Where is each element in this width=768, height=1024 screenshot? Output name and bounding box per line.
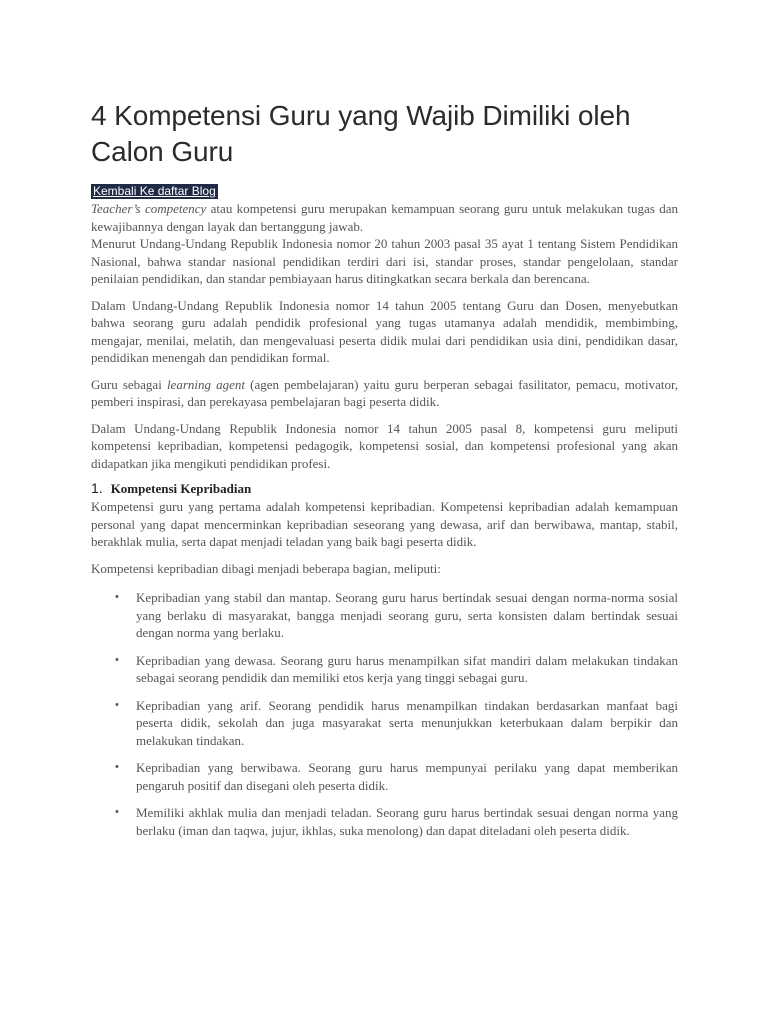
paragraph-3-term: learning agent <box>166 376 245 392</box>
list-item <box>91 759 678 794</box>
paragraph-3-end: (agen pembelajaran) yaitu guru berperan sebagai fasilitator, pemacu, motivator, pemberi inspirasi, dan perekayasa pembelajaran bagi peserta didik. <box>91 376 679 409</box>
list-item-text: Kepribadian yang stabil dan mantap. Seorang guru harus bertindak sesuai dengan norma-norma sosial yang berlaku di masyarakat, bangga menjadi seorang guru, serta konsisten dalam bertindak sesuai dengan norma yang berlaku. <box>136 590 678 640</box>
paragraph-3 <box>91 376 678 411</box>
bullet-list <box>91 589 678 839</box>
bullet-icon: • <box>115 653 119 666</box>
bullet-icon: • <box>115 698 119 711</box>
list-item <box>91 697 678 750</box>
paragraph-2: Dalam Undang-Undang Republik Indonesia nomor 14 tahun 2005 tentang Guru dan Dosen, menyebutkan bahwa seorang guru adalah pendidik profesional yang tugas utamanya adalah mendidik, membimbing, mengajar, menilai, melatih, dan mengevaluasi peserta didik mulai dari pendidikan usia dini, pendidikan dasar, pendidikan menengah dan pendidikan formal. <box>91 297 678 365</box>
intro-term: Teacher’s competency <box>91 201 207 216</box>
article <box>91 98 678 849</box>
list-item <box>91 804 678 839</box>
paragraph-3-start: Guru sebagai <box>91 376 167 392</box>
section-heading-text: Kompetensi Kepribadian <box>110 481 252 496</box>
bullet-icon: • <box>115 591 119 603</box>
list-item-text: Kepribadian yang dewasa. Seorang guru harus menampilkan sifat mandiri dalam melakukan tindakan sebagai seorang pendidik dan memiliki etos kerja yang tinggi sebagai guru. <box>136 652 678 685</box>
bullet-icon: • <box>115 761 119 773</box>
page-title: 4 Kompetensi Guru yang Wajib Dimiliki oleh Calon Guru <box>91 100 631 167</box>
section-paragraph-1: Kompetensi guru yang pertama adalah kompetensi kepribadian. Kompetensi kepribadian adalah kemampuan personal yang dapat mencerminkan kepribadian seseorang yang dewasa, arif dan berwibawa, mantap, stabil, berakhlak mulia, serta dapat menjadi teladan yang baik bagi peserta didik. <box>91 499 678 549</box>
section-paragraph-2: Kompetensi kepribadian dibagi menjadi beberapa bagian, meliputi: <box>91 560 441 576</box>
list-item-text: Kepribadian yang berwibawa. Seorang guru harus mempunyai perilaku yang dapat memberikan pengaruh positif dan disegani oleh peserta didik. <box>136 760 678 793</box>
paragraph-4: Dalam Undang-Undang Republik Indonesia nomor 14 tahun 2005 pasal 8, kompetensi guru meliputi kompetensi kepribadian, kompetensi pedagogik, kompetensi sosial, dan kompetensi profesional yang akan didapatkan jika mengikuti pendidikan profesi. <box>91 420 678 471</box>
list-item-text: Memiliki akhlak mulia dan menjadi teladan. Seorang guru harus bertindak sesuai dengan norma yang berlaku (iman dan taqwa, jujur, ikhlas, suka menolong) dan dapat diteladani oleh peserta didik. <box>136 805 678 838</box>
intro-rest: atau kompetensi guru merupakan kemampuan seorang guru untuk melakukan tugas dan kewajibannya dengan layak dan bertanggung jawab. <box>91 201 678 234</box>
section-heading <box>91 479 678 498</box>
list-item-text: Kepribadian yang arif. Seorang pendidik harus menampilkan tindakan berdasarkan manfaat bagi peserta didik, sekolah dan juga masyarakat serta menunjukkan keterbukaan dalam berpikir dan melakukan tindakan. <box>136 697 678 748</box>
intro-paragraph <box>91 200 678 235</box>
bullet-icon: • <box>115 806 119 818</box>
paragraph-1: Menurut Undang-Undang Republik Indonesia nomor 20 tahun 2003 pasal 35 ayat 1 tentang Sistem Pendidikan Nasional, bahwa standar nasional pendidikan terdiri dari isi, standar proses, standar pengelolaan, standar penilaian pendidikan, dan standar pembiayaan harus ditingkatkan secara berkala dan berencana. <box>91 236 678 286</box>
section-number: 1. <box>91 480 103 496</box>
list-item <box>91 589 678 642</box>
list-item <box>91 652 678 687</box>
back-to-blog-link[interactable]: Kembali Ke daftar Blog <box>93 184 216 198</box>
